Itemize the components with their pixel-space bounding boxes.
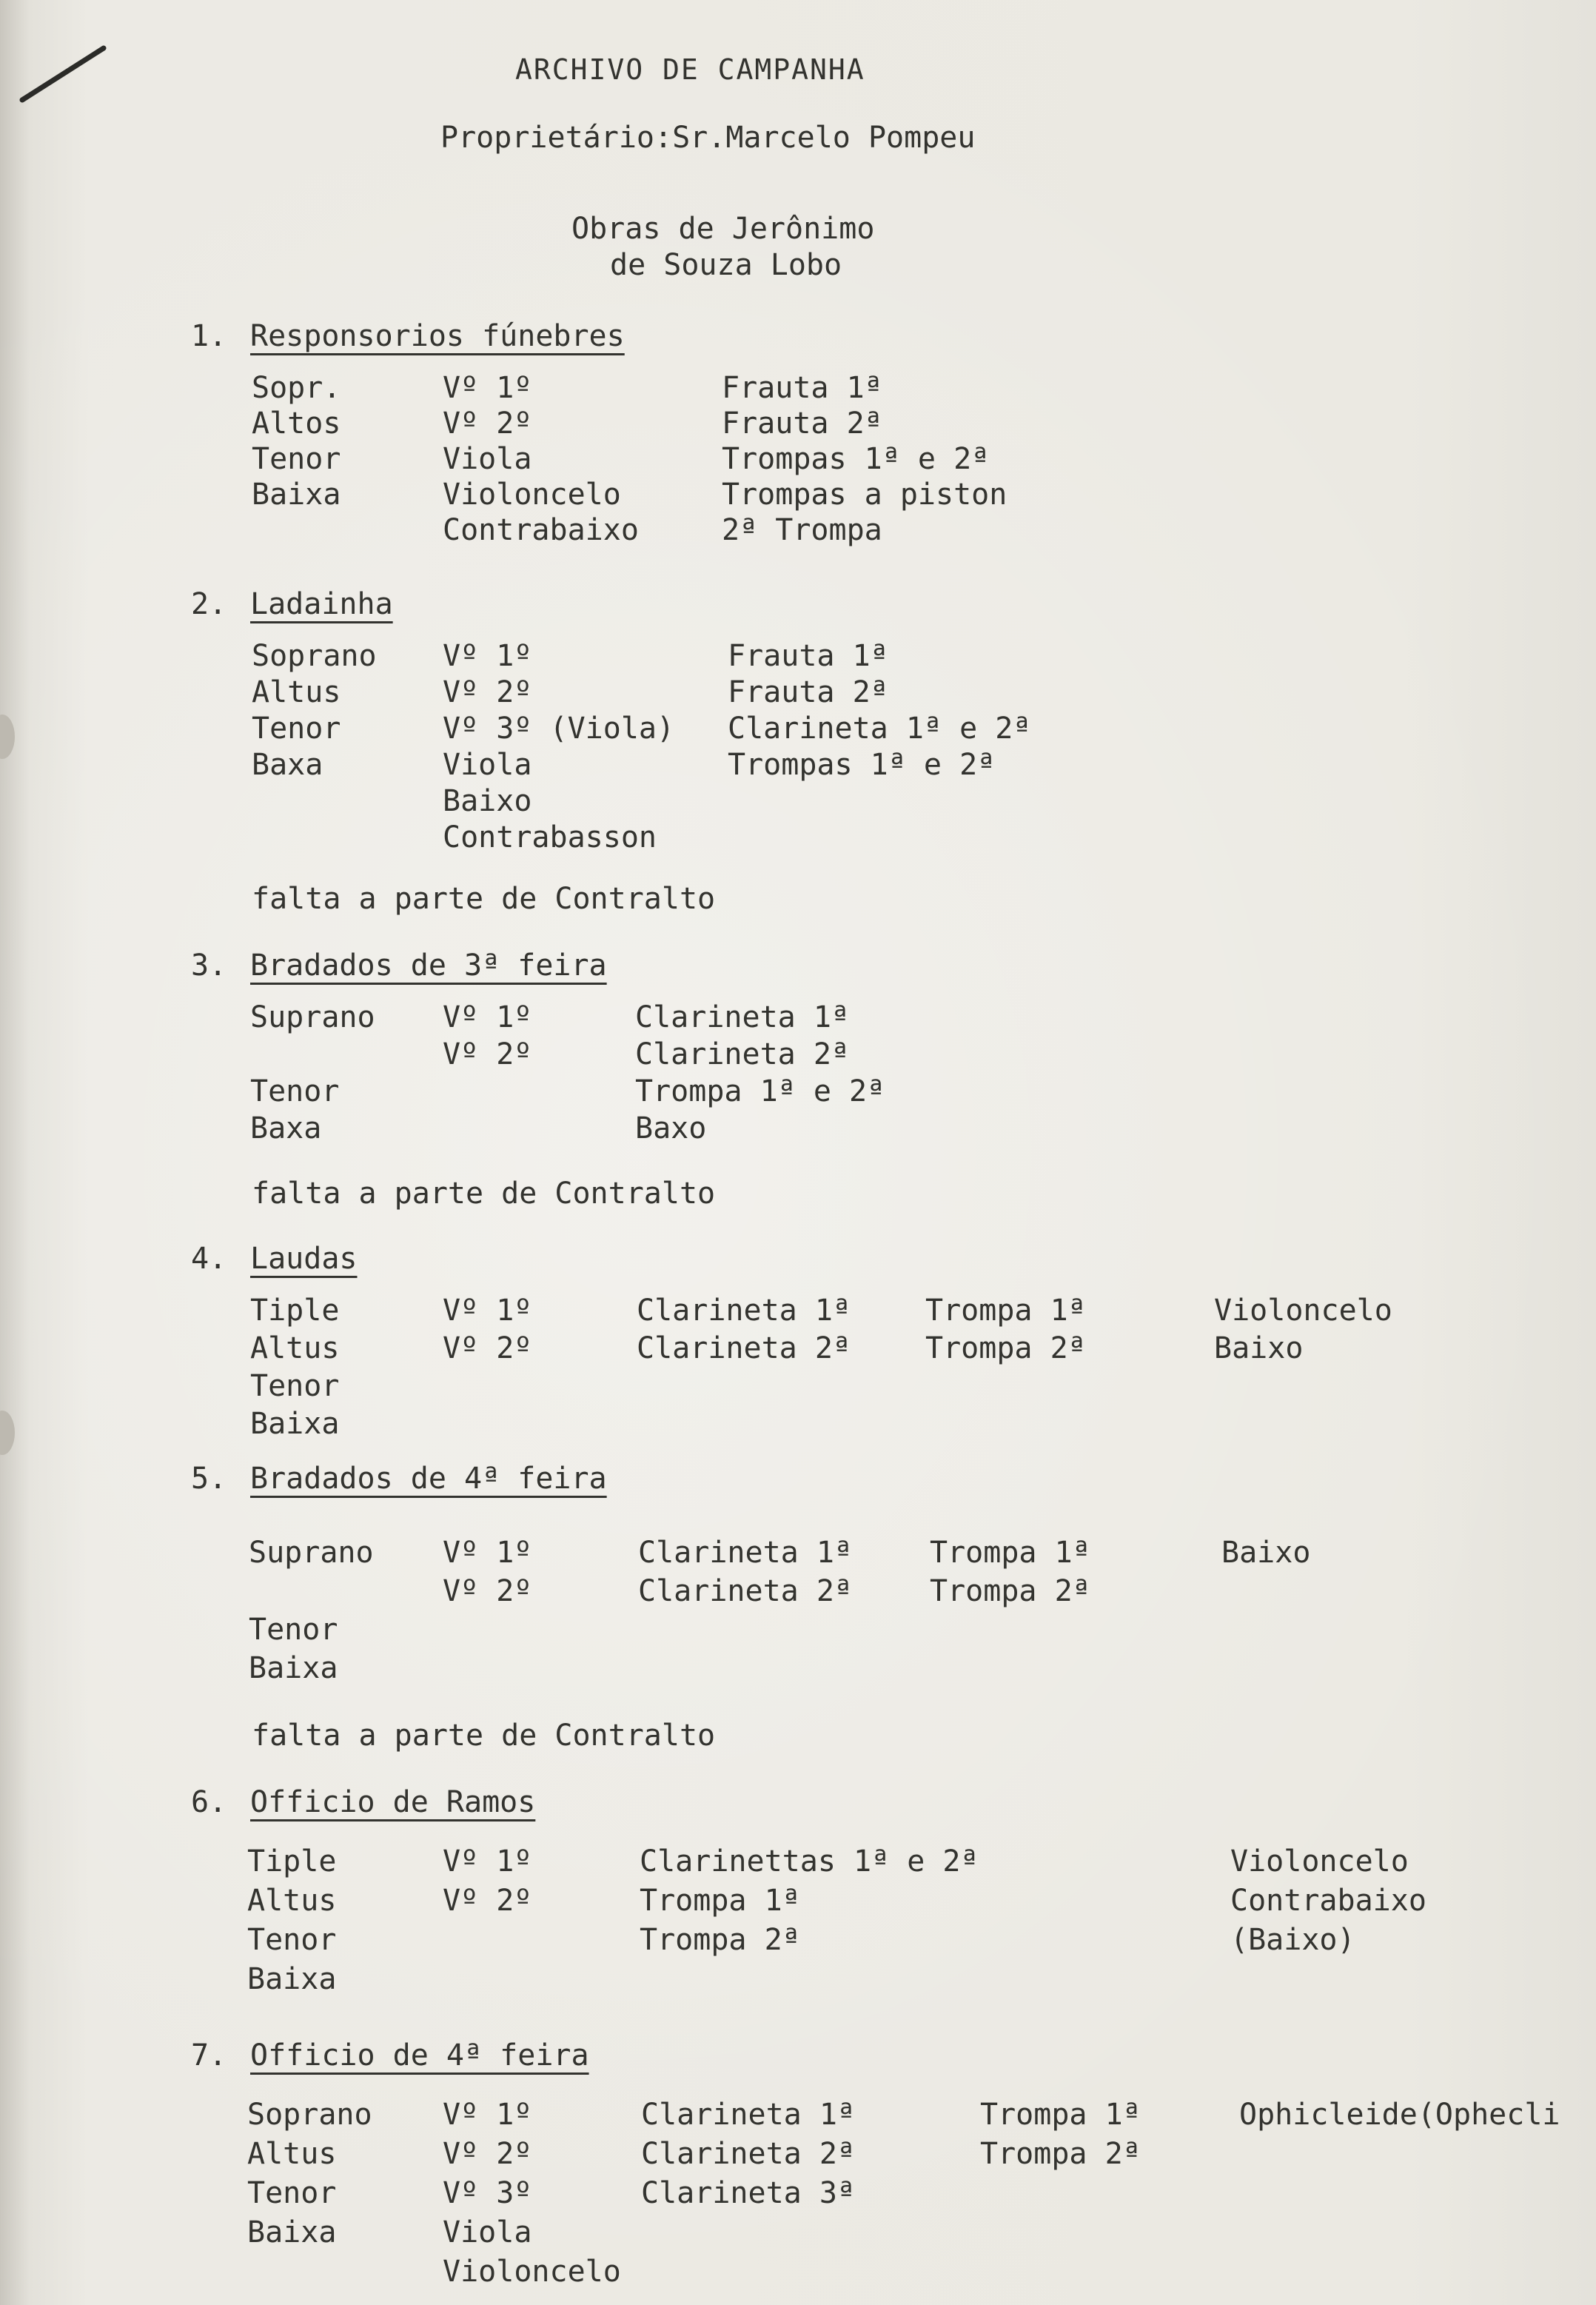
work-title: Bradados de 4ª feira bbox=[250, 1462, 607, 1496]
part-c1-item: Altus bbox=[247, 1884, 337, 1918]
part-c3-item: Trompa 2ª bbox=[640, 1923, 800, 1957]
part-c2-item: Vº 3º bbox=[443, 2176, 532, 2210]
part-c1-item: Tenor bbox=[250, 1369, 340, 1403]
owner-line: Proprietário:Sr.Marcelo Pompeu bbox=[440, 121, 976, 155]
part-c5-item: Ophicleide(Ophecli bbox=[1239, 2098, 1560, 2132]
part-c3-item: Clarineta 1ª bbox=[641, 2098, 855, 2132]
part-c2-item: Vº 2º bbox=[443, 1037, 532, 1071]
part-c3-item: Clarineta 2ª bbox=[638, 1574, 852, 1608]
part-c3-item: Clarinettas 1ª e 2ª bbox=[640, 1844, 979, 1879]
part-c1-item: Tenor bbox=[252, 442, 341, 476]
part-c2-item: Baixo bbox=[443, 784, 532, 818]
part-c1-item: Sopr. bbox=[252, 371, 341, 405]
work-title: Officio de Ramos bbox=[250, 1785, 536, 1819]
part-c1-item: Tenor bbox=[250, 1074, 340, 1108]
part-c1-item: Altus bbox=[252, 675, 341, 709]
missing-part-note: falta a parte de Contralto bbox=[252, 1177, 716, 1211]
part-c1-item: Tenor bbox=[252, 712, 341, 746]
part-c3-item: 2ª Trompa bbox=[722, 513, 882, 547]
part-c2-item: Vº 1º bbox=[443, 639, 532, 673]
part-c2-item: Vº 2º bbox=[443, 2137, 532, 2171]
part-c3-item: Clarineta 3ª bbox=[641, 2176, 855, 2210]
part-c4-item: Trompa 2ª bbox=[930, 1574, 1090, 1608]
part-c1-item: Suprano bbox=[250, 1000, 375, 1034]
works-heading-line-2: de Souza Lobo bbox=[610, 248, 842, 282]
part-c1-item: Baixa bbox=[252, 478, 341, 512]
punch-hole-top bbox=[0, 715, 15, 759]
part-c2-item: Contrabaixo bbox=[443, 513, 639, 547]
part-c1-item: Baxa bbox=[252, 748, 323, 782]
work-number: 2. bbox=[191, 587, 227, 621]
work-number: 4. bbox=[191, 1242, 227, 1276]
part-c3-item: Frauta 2ª bbox=[728, 675, 888, 709]
work-number: 1. bbox=[191, 319, 227, 353]
part-c3-item: Clarineta 2ª bbox=[641, 2137, 855, 2171]
part-c1-item: Suprano bbox=[249, 1536, 374, 1570]
work-number: 6. bbox=[191, 1785, 227, 1819]
part-c3-item: Frauta 1ª bbox=[728, 639, 888, 673]
part-c3-item: Clarineta 1ª bbox=[638, 1536, 852, 1570]
part-c1-item: Baixa bbox=[249, 1651, 338, 1685]
archive-title: ARCHIVO DE CAMPANHA bbox=[515, 53, 865, 86]
part-c2-item: Viola bbox=[443, 748, 532, 782]
part-c4-item: Trompa 2ª bbox=[980, 2137, 1141, 2171]
part-c2-item: Vº 3º (Viola) bbox=[443, 712, 675, 746]
part-c3-item: Baxo bbox=[635, 1111, 707, 1145]
part-c2-item: Violoncelo bbox=[443, 478, 621, 512]
part-c3-item: Trompa 1ª bbox=[640, 1884, 800, 1918]
part-c4-item: Trompa 2ª bbox=[925, 1331, 1086, 1365]
work-number: 5. bbox=[191, 1462, 227, 1496]
part-c5-item: Baixo bbox=[1221, 1536, 1311, 1570]
part-c2-item: Vº 2º bbox=[443, 675, 532, 709]
part-c2-item: Vº 1º bbox=[443, 1844, 532, 1879]
part-c1-item: Tenor bbox=[247, 2176, 337, 2210]
part-c3-item: Clarineta 2ª bbox=[635, 1037, 849, 1071]
part-c2-item: Viola bbox=[443, 442, 532, 476]
missing-part-note: falta a parte de Contralto bbox=[252, 882, 716, 916]
part-c1-item: Tenor bbox=[249, 1613, 338, 1647]
part-c1-item: Altos bbox=[252, 407, 341, 441]
part-c3-item: Clarineta 1ª e 2ª bbox=[728, 712, 1031, 746]
part-c2-item: Vº 2º bbox=[443, 1884, 532, 1918]
part-c2-item: Vº 1º bbox=[443, 2098, 532, 2132]
part-c1-item: Tenor bbox=[247, 1923, 337, 1957]
work-title: Ladainha bbox=[250, 587, 393, 621]
part-c4-item: Trompa 1ª bbox=[980, 2098, 1141, 2132]
part-c5-item: Contrabaixo bbox=[1230, 1884, 1426, 1918]
work-number: 7. bbox=[191, 2038, 227, 2073]
part-c1-item: Soprano bbox=[252, 639, 377, 673]
part-c2-item: Vº 1º bbox=[443, 1294, 532, 1328]
part-c1-item: Altus bbox=[250, 1331, 340, 1365]
part-c1-item: Tiple bbox=[247, 1844, 337, 1879]
part-c3-item: Clarineta 1ª bbox=[637, 1294, 851, 1328]
pen-mark bbox=[15, 41, 111, 107]
part-c3-item: Frauta 1ª bbox=[722, 371, 882, 405]
work-title: Responsorios fúnebres bbox=[250, 319, 625, 353]
part-c1-item: Baixa bbox=[250, 1407, 340, 1441]
works-heading-line-1: Obras de Jerônimo bbox=[571, 212, 875, 246]
part-c2-item: Vº 1º bbox=[443, 371, 532, 405]
part-c1-item: Baxa bbox=[250, 1111, 322, 1145]
work-title: Laudas bbox=[250, 1242, 358, 1276]
part-c3-item: Clarineta 1ª bbox=[635, 1000, 849, 1034]
part-c5-item: Violoncelo bbox=[1230, 1844, 1409, 1879]
part-c3-item: Frauta 2ª bbox=[722, 407, 882, 441]
part-c2-item: Violoncelo bbox=[443, 2255, 621, 2289]
part-c5-item: Violoncelo bbox=[1214, 1294, 1392, 1328]
part-c3-item: Trompas 1ª e 2ª bbox=[722, 442, 990, 476]
part-c2-item: Vº 2º bbox=[443, 1331, 532, 1365]
part-c4-item: Trompa 1ª bbox=[925, 1294, 1086, 1328]
work-title: Bradados de 3ª feira bbox=[250, 949, 607, 983]
part-c1-item: Baixa bbox=[247, 2215, 337, 2249]
part-c5-item: Baixo bbox=[1214, 1331, 1304, 1365]
part-c3-item: Trompa 1ª e 2ª bbox=[635, 1074, 885, 1108]
part-c1-item: Altus bbox=[247, 2137, 337, 2171]
part-c2-item: Vº 2º bbox=[443, 407, 532, 441]
work-number: 3. bbox=[191, 949, 227, 983]
part-c2-item: Vº 1º bbox=[443, 1000, 532, 1034]
part-c1-item: Soprano bbox=[247, 2098, 372, 2132]
part-c3-item: Clarineta 2ª bbox=[637, 1331, 851, 1365]
part-c2-item: Viola bbox=[443, 2215, 532, 2249]
part-c3-item: Trompas 1ª e 2ª bbox=[728, 748, 996, 782]
missing-part-note: falta a parte de Contralto bbox=[252, 1719, 716, 1753]
part-c2-item: Vº 1º bbox=[443, 1536, 532, 1570]
part-c5-item: (Baixo) bbox=[1230, 1923, 1355, 1957]
part-c4-item: Trompa 1ª bbox=[930, 1536, 1090, 1570]
part-c2-item: Vº 2º bbox=[443, 1574, 532, 1608]
part-c1-item: Baixa bbox=[247, 1962, 337, 1996]
punch-hole-bottom bbox=[0, 1411, 15, 1455]
work-title: Officio de 4ª feira bbox=[250, 2038, 589, 2073]
part-c3-item: Trompas a piston bbox=[722, 478, 1007, 512]
part-c1-item: Tiple bbox=[250, 1294, 340, 1328]
part-c2-item: Contrabasson bbox=[443, 820, 657, 854]
